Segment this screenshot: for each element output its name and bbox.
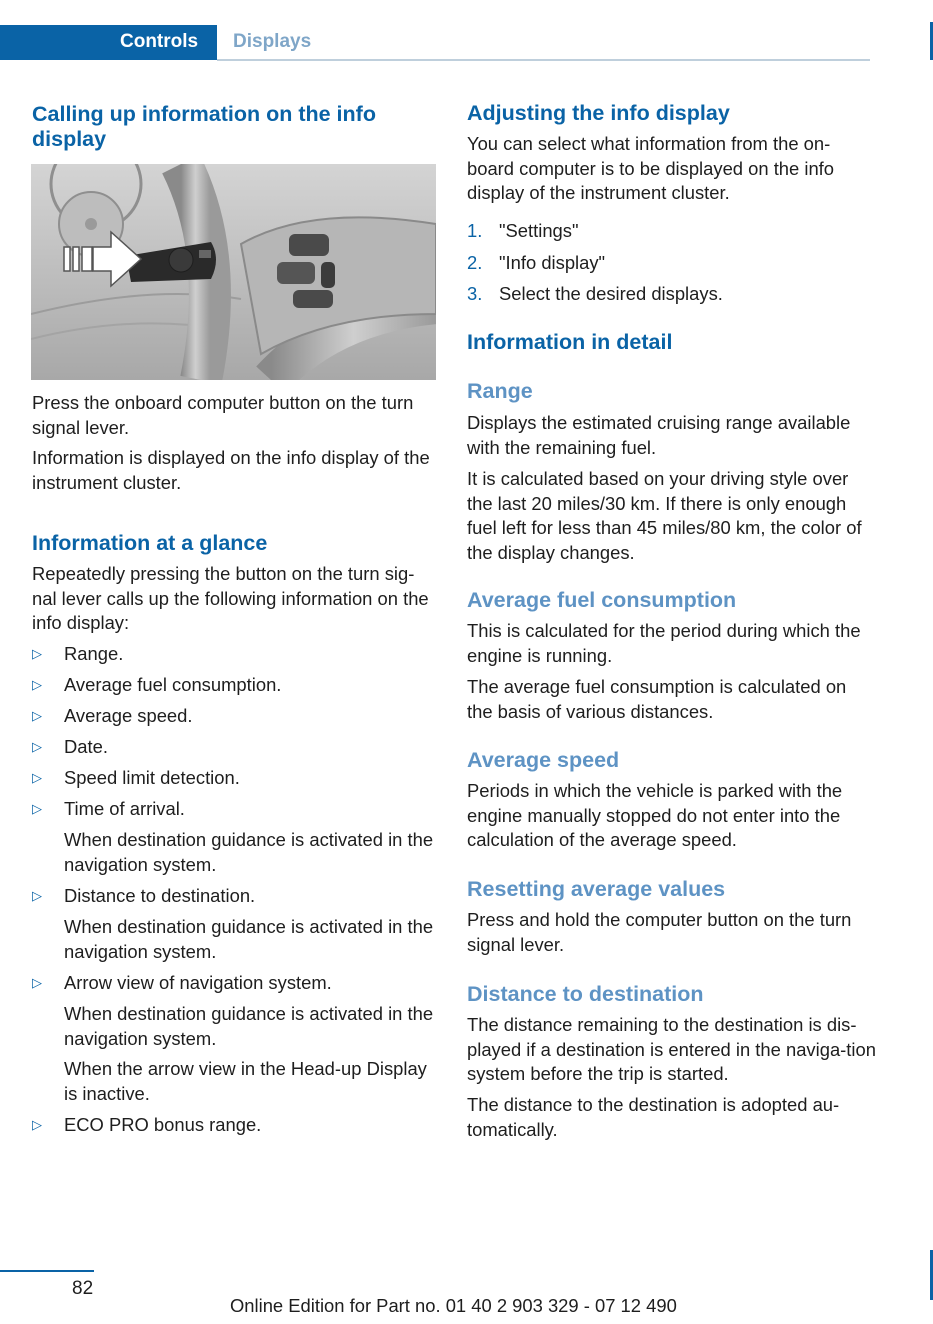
- section-heading-calling-up: Calling up information on the info display: [32, 102, 376, 151]
- section-heading-detail: Information in detail: [467, 330, 673, 354]
- fuel-paragraph-2: The average fuel consumption is calculated on the basis of various distances.: [467, 676, 847, 722]
- header-subsection-label: Displays: [233, 31, 312, 52]
- subheading-range: Range: [467, 379, 533, 403]
- speed-paragraph: Periods in which the vehicle is parked with the engine manually stopped do not enter into the calculation of the average speed.: [467, 780, 843, 850]
- bullet-note-guidance: When destination guidance is activated in the navigation system.: [64, 829, 434, 875]
- header-section-label: Controls: [120, 31, 199, 52]
- bullet-note-guidance: When destination guidance is activated in the navigation system.: [64, 1003, 434, 1049]
- bullet-triangle-icon: ▷: [32, 646, 42, 661]
- subheading-distance: Distance to destination: [467, 982, 704, 1006]
- section-heading-adjusting: Adjusting the info display: [467, 101, 730, 125]
- fuel-paragraph-1: This is calculated for the period during which the engine is running.: [467, 620, 861, 666]
- subheading-avg-fuel: Average fuel consumption: [467, 588, 737, 612]
- glance-intro-paragraph: Repeatedly pressing the button on the turn sig-nal lever calls up the following information on the info display:: [32, 563, 429, 633]
- bullet-triangle-icon: ▷: [32, 677, 42, 692]
- bullet-triangle-icon: ▷: [32, 888, 42, 903]
- bullet-triangle-icon: ▷: [32, 975, 42, 990]
- adjust-paragraph: You can select what information from the on-board computer is to be displayed on the info display of the instrument cluster.: [467, 133, 835, 203]
- bullet-triangle-icon: ▷: [32, 770, 42, 785]
- section-heading-glance: Information at a glance: [32, 531, 268, 555]
- bullet-note-hud: When the arrow view in the Head-up Display is inactive.: [64, 1058, 427, 1104]
- range-paragraph-2: It is calculated based on your driving style over the last 20 miles/30 km. If there is only enough fuel left for less than 45 miles/80 km, the color of the display changes.: [467, 468, 862, 563]
- header-rule: [217, 59, 870, 61]
- intro-paragraph-1: Press the onboard computer button on the turn signal lever.: [32, 392, 414, 438]
- edition-note: Online Edition for Part no. 01 40 2 903 329 - 07 12 490: [230, 1295, 677, 1316]
- range-paragraph-1: Displays the estimated cruising range available with the remaining fuel.: [467, 412, 851, 458]
- intro-paragraph-2: Information is displayed on the info display of the instrument cluster.: [32, 447, 430, 493]
- bullet-triangle-icon: ▷: [32, 708, 42, 723]
- subheading-reset: Resetting average values: [467, 877, 726, 901]
- distance-paragraph-1: The distance remaining to the destination is dis-played if a destination is entered in the naviga-tion system before the trip is started.: [467, 1014, 876, 1084]
- page-number: 82: [72, 1278, 94, 1299]
- reset-paragraph: Press and hold the computer button on the turn signal lever.: [467, 909, 852, 955]
- bullet-triangle-icon: ▷: [32, 739, 42, 754]
- subheading-avg-speed: Average speed: [467, 748, 620, 772]
- bullet-triangle-icon: ▷: [32, 1117, 42, 1132]
- bullet-triangle-icon: ▷: [32, 801, 42, 816]
- bullet-note-guidance: When destination guidance is activated in the navigation system.: [64, 916, 434, 962]
- footer-rule: [0, 1270, 94, 1272]
- distance-paragraph-2: The distance to the destination is adopted au-tomatically.: [467, 1094, 840, 1140]
- turn-signal-lever-illustration: [31, 164, 436, 380]
- turn-signal-lever-photo: [31, 164, 436, 380]
